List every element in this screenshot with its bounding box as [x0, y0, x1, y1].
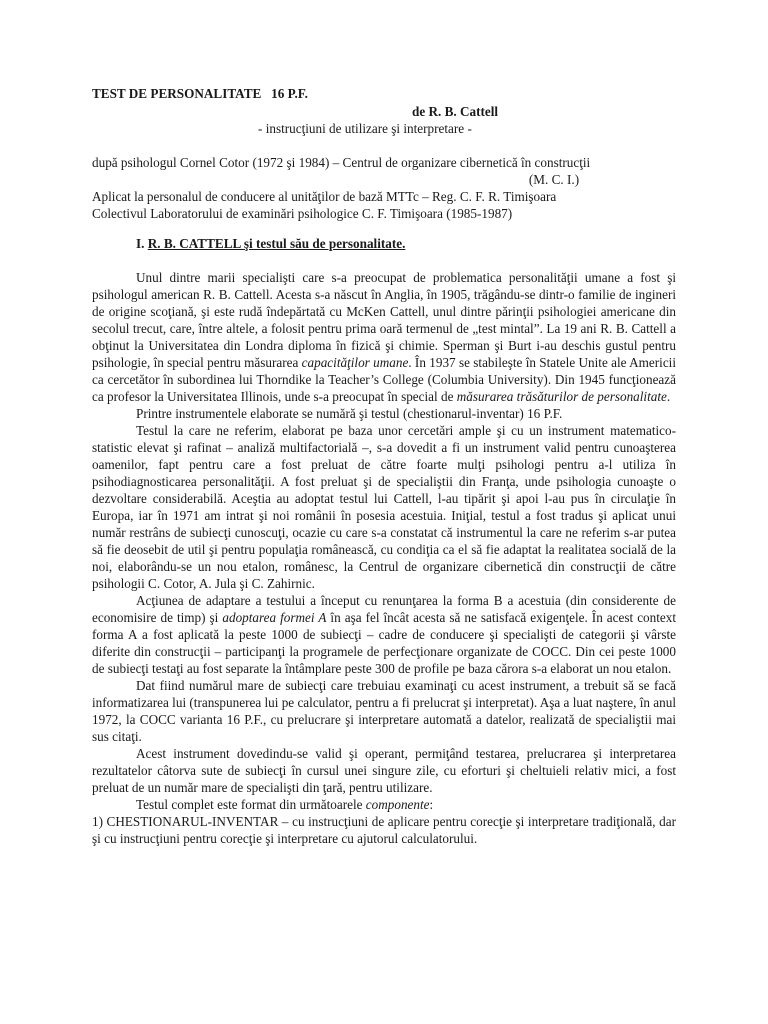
info-line-1-continued: (M. C. I.)	[528, 172, 580, 187]
paragraph-1	[92, 269, 676, 405]
info-block	[92, 154, 676, 222]
paragraph-7-italic: componente	[365, 797, 430, 812]
section-title: R. B. CATTELL şi testul său de personalitate.	[147, 236, 406, 251]
paragraph-3: Testul la care ne referim, elaborat pe baza unor cercetări ample şi cu un instrument matematico-statistic elevat şi rafinat – analiză multifactorială –, s-a dovedit a fi un instrument valid pentru cunoaşterea oamenilor, fapt pentru care a fost preluat de către foarte mulţi psihologi pentru a-l utiliza în psihodiagnosticarea personalităţii. A fost preluat şi de specialiştii din Franţa, unde psihologia cunoaşte o dezvoltare considerabilă. Aceştia au adoptat testul lui Cattell, l-au tipărit şi apoi l-au pus în circulaţie în Europa, iar în 1971 am intrat şi noi românii în posesia acestuia. Iniţial, testul a fost tradus şi aplicat unui număr restrâns de subiecţi cunoscuţi, ocazie cu care s-a constatat că instrumentul la care ne referim s-ar putea să fie deosebit de util şi pentru populaţia românească, cu condiţia ca el să fie adaptat la realitatea socială de la noi, elaborându-se un nou etalon, românesc, la Centrul de organizare cibernetică din construcţii de către psihologii C. Cotor, A. Jula şi C. Zahirnic.	[92, 423, 676, 591]
info-line-3: Colectivul Laboratorului de examinări psihologice C. F. Timişoara (1985-1987)	[92, 206, 513, 221]
document-title: TEST DE PERSONALITATE 16 P.F.	[92, 86, 308, 101]
list-item-1: 1) CHESTIONARUL-INVENTAR – cu instrucţiuni de aplicare pentru corecţie şi interpretare tradiţională, dar şi cu instrucţiuni pentru corecţie şi interpretare cu ajutorul calculatorului.	[92, 814, 676, 846]
paragraph-2: Printre instrumentele elaborate se numără şi testul (chestionarul-inventar) 16 P.F.	[136, 406, 563, 421]
document-subtitle: - instrucţiuni de utilizare şi interpretare -	[258, 121, 472, 136]
paragraph-4	[92, 592, 676, 677]
paragraph-1-italic-b: măsurarea trăsăturilor de personalitate	[456, 389, 667, 404]
paragraph-1-text-a: Unul dintre marii specialişti care s-a preocupat de problematica personalităţii umane a fost şi psihologul american R. B. Cattell. Acesta s-a născut în Anglia, în 1905, trăgându-se dintr-o familie de ingineri de origine scoţiană, şi este rudă îndepărtată cu McKen Cattell, unul dintre părinţii psihologiei americane din secolul trecut, care, între altele, a folosit pentru prima oară termenul de „test mintal”. La 19 ani R. B. Cattell a obţinut la Universitatea din Londra diploma în fizică şi chimie. Sperman şi Burt i-au deschis gustul pentru psihologie, în special pentru măsurarea	[92, 270, 676, 370]
paragraph-5: Dat fiind numărul mare de subiecţi care trebuiau examinaţi cu acest instrument, a trebuit să se facă informatizarea lui (transpunerea lui pe calculator, pentru a fi prelucrat şi interpretat). Aşa a luat naştere, în anul 1972, la COCC varianta 16 P.F., cu prelucrare şi interpretare automată a datelor, realizată de specialiştii mai sus citaţi.	[92, 678, 676, 744]
document-author: de R. B. Cattell	[412, 104, 499, 119]
info-line-2: Aplicat la personalul de conducere al unităţilor de bază MTTc – Reg. C. F. R. Timişoara	[92, 189, 557, 204]
paragraph-1-text-c: .	[666, 389, 671, 404]
paragraph-7	[92, 796, 676, 813]
paragraph-4-italic: adoptarea formei A	[222, 610, 327, 625]
section-heading	[136, 236, 405, 252]
info-line-1: după psihologul Cornel Cotor (1972 şi 1984) – Centrul de organizare cibernetică în construcţii	[92, 155, 591, 170]
paragraph-1-italic-a: capacităţilor umane	[301, 355, 409, 370]
paragraph-7-text-b: :	[429, 797, 434, 812]
body-text	[92, 269, 676, 847]
paragraph-7-text-a: Testul complet este format din următoarele	[136, 797, 366, 812]
paragraph-4-text-b: în aşa fel încât acesta să ne satisfacă exigenţele. În acest context forma A a fost aplicată la peste 1000 de subiecţi – cadre de conducere şi specialişti de categorii şi vârste diferite din construcţii – participanţi la programele de perfecţionare organizate de COCC. Din cei peste 1000 de subiecţi testaţi au fost separate la întâmplare peste 300 de profile pe baza cărora s-a elaborat un nou etalon.	[92, 610, 677, 676]
paragraph-1-text-b: . În 1937 se stabileşte în Statele Unite ale Americii ca cercetător în subordinea lui Thorndike la Teacher’s College (Columbia University). Din 1945 funcţionează ca profesor la Universitatea Illinois, unde s-a preocupat în special de	[92, 355, 676, 404]
paragraph-4-text-a: Acţiunea de adaptare a testului a început cu renunţarea la forma B a acestuia (din considerente de economisire de timp) şi	[92, 593, 676, 625]
section-number: I.	[136, 236, 148, 251]
paragraph-6: Acest instrument dovedindu-se valid şi operant, permiţând testarea, prelucrarea şi interpretarea rezultatelor câtorva sute de subiecţi în cursul unei singure zile, cu eforturi şi cheltuieli relativ mici, a fost preluat de un număr mare de specialişti din ţară, pentru utilizare.	[92, 746, 676, 795]
